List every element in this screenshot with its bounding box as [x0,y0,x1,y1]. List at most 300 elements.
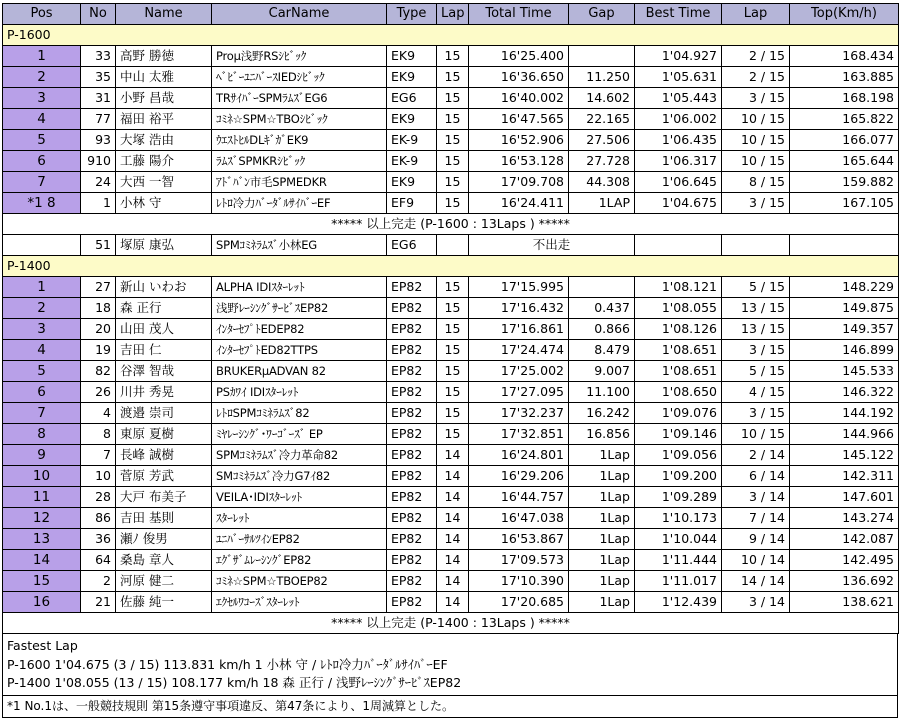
position-cell: 2 [3,67,81,88]
table-row [3,550,899,571]
best-lap-cell: 3 / 15 [722,88,790,109]
top-speed-cell: 142.495 [790,550,899,571]
top-speed-cell: 145.533 [790,361,899,382]
laps-cell: 15 [437,130,469,151]
best-lap-cell: 9 / 14 [722,529,790,550]
laps-cell: 15 [437,277,469,298]
car-number-cell: 7 [81,445,116,466]
top-speed-cell: 143.274 [790,508,899,529]
header-row [3,4,899,25]
best-lap-cell: 2 / 15 [722,67,790,88]
car-type-cell: EG6 [387,235,437,256]
driver-name-cell: 桑島 章人 [116,550,212,571]
table-row [3,130,899,151]
laps-cell: 15 [437,109,469,130]
top-speed-cell: 163.885 [790,67,899,88]
car-number-cell: 28 [81,487,116,508]
laps-cell: 15 [437,151,469,172]
table-row [3,67,899,88]
table-row [3,403,899,424]
best-lap-cell: 5 / 15 [722,277,790,298]
car-number-cell: 20 [81,319,116,340]
car-name-cell: SPMｺﾐﾈﾗﾑｽﾞ小林EG [212,235,387,256]
position-cell: 1 [3,277,81,298]
car-name-cell: BRUKERμADVAN 82 [212,361,387,382]
laps-cell: 15 [437,340,469,361]
class-heading-row [3,25,899,46]
position-cell: 6 [3,151,81,172]
position-cell: 5 [3,130,81,151]
car-number-cell: 4 [81,403,116,424]
column-header: Best Time [635,4,722,25]
dns-row [3,235,899,256]
fastest-lap-p1400: P-1400 1'08.055 (13 / 15) 108.177 km/h 18 森 正行 / 浅野ﾚｰｼﾝｸﾞｻｰﾋﾞｽEP82 [7,675,462,690]
top-speed-cell: 159.882 [790,172,899,193]
gap-cell: 1Lap [569,571,635,592]
gap-cell: 44.308 [569,172,635,193]
top-speed-cell: 147.601 [790,487,899,508]
car-type-cell: EG6 [387,88,437,109]
fastest-lap-p1600: P-1600 1'04.675 (3 / 15) 113.831 km/h 1 小林 守 / ﾚﾄﾛ冷力ﾊﾞｰﾀﾞﾙｻｲﾊﾞｰEF [7,656,448,672]
position-cell: 13 [3,529,81,550]
column-header: Total Time [469,4,569,25]
position-cell: 14 [3,550,81,571]
table-row [3,46,899,67]
total-time-cell: 16'29.206 [469,466,569,487]
best-lap-cell [722,235,790,256]
laps-cell: 15 [437,361,469,382]
car-name-cell: SMｺﾐﾈﾗﾑｽﾞ冷力G7ｲ82 [212,466,387,487]
car-type-cell: EK-9 [387,151,437,172]
car-type-cell: EP82 [387,403,437,424]
top-speed-cell: 166.077 [790,130,899,151]
gap-cell: 1Lap [569,466,635,487]
car-type-cell: EP82 [387,277,437,298]
gap-cell [569,277,635,298]
laps-cell: 14 [437,529,469,550]
car-name-cell: ﾕﾆﾊﾞｰｻﾙﾂｲﾝEP82 [212,529,387,550]
column-header: Pos [3,4,81,25]
car-type-cell: EP82 [387,340,437,361]
best-lap-cell: 3 / 14 [722,592,790,613]
position-cell: 3 [3,319,81,340]
driver-name-cell: 渡邉 崇司 [116,403,212,424]
car-name-cell: ﾍﾞﾋﾞｰﾕﾆﾊﾞｰｽIEDｼﾋﾞｯｸ [212,67,387,88]
best-time-cell: 1'04.675 [635,193,722,214]
car-type-cell: EP82 [387,592,437,613]
car-type-cell: EP82 [387,424,437,445]
driver-name-cell: 大西 一智 [116,172,212,193]
driver-name-cell: 吉田 基則 [116,508,212,529]
best-lap-cell: 3 / 15 [722,340,790,361]
table-row [3,592,899,613]
best-time-cell: 1'12.439 [635,592,722,613]
top-speed-cell: 165.644 [790,151,899,172]
total-time-cell: 17'27.095 [469,382,569,403]
driver-name-cell: 大塚 浩由 [116,130,212,151]
position-cell: 9 [3,445,81,466]
laps-cell: 14 [437,445,469,466]
footer [2,634,898,718]
best-time-cell: 1'06.317 [635,151,722,172]
position-cell: 3 [3,88,81,109]
car-number-cell: 24 [81,172,116,193]
column-header: Top(Km/h) [790,4,899,25]
best-time-cell: 1'11.017 [635,571,722,592]
best-time-cell: 1'04.927 [635,46,722,67]
best-lap-cell: 6 / 14 [722,466,790,487]
total-time-cell: 16'24.411 [469,193,569,214]
laps-cell: 15 [437,382,469,403]
best-lap-cell: 2 / 14 [722,445,790,466]
car-name-cell: ｲﾝﾀｰｾﾌﾟﾄED82TTPS [212,340,387,361]
top-speed-cell: 142.311 [790,466,899,487]
best-lap-cell: 8 / 15 [722,172,790,193]
car-name-cell: ﾚﾄﾛSPMｺﾐﾈﾗﾑｽﾞ82 [212,403,387,424]
gap-cell: 1Lap [569,508,635,529]
table-row [3,319,899,340]
best-time-cell: 1'09.146 [635,424,722,445]
top-speed-cell: 165.822 [790,109,899,130]
position-cell: 7 [3,172,81,193]
finish-line-row [3,214,899,235]
best-lap-cell: 3 / 15 [722,403,790,424]
penalty-note: *1 No.1は、一般競技規則 第15条遵守事項違反、第47条により、1周減算とした。 [3,695,897,716]
car-name-cell: ｱﾄﾞﾊﾞﾝ市毛SPMEDKR [212,172,387,193]
best-time-cell: 1'09.289 [635,487,722,508]
best-lap-cell: 10 / 15 [722,424,790,445]
laps-cell: 14 [437,592,469,613]
driver-name-cell: 工藤 陽介 [116,151,212,172]
column-header: Name [116,4,212,25]
top-speed-cell: 149.875 [790,298,899,319]
car-number-cell: 8 [81,424,116,445]
class-heading: P-1600 [3,25,899,46]
total-time-cell: 16'40.002 [469,88,569,109]
best-time-cell: 1'05.443 [635,88,722,109]
best-lap-cell: 10 / 15 [722,109,790,130]
car-number-cell: 26 [81,382,116,403]
gap-cell: 14.602 [569,88,635,109]
position-cell: 6 [3,382,81,403]
table-row [3,193,899,214]
car-type-cell: EP82 [387,529,437,550]
gap-cell: 0.866 [569,319,635,340]
best-time-cell: 1'09.056 [635,445,722,466]
position-cell: 4 [3,109,81,130]
car-name-cell: PSｶﾜｲ IDIｽﾀｰﾚｯﾄ [212,382,387,403]
car-type-cell: EP82 [387,361,437,382]
car-name-cell: ｺﾐﾈ☆SPM☆TBOｼﾋﾞｯｸ [212,109,387,130]
column-header: Gap [569,4,635,25]
car-number-cell: 31 [81,88,116,109]
fastest-lap-title: Fastest Lap [7,638,78,653]
laps-cell: 15 [437,67,469,88]
driver-name-cell: 塚原 康弘 [116,235,212,256]
driver-name-cell: 中山 太雅 [116,67,212,88]
car-name-cell: ｺﾐﾈ☆SPM☆TBOEP82 [212,571,387,592]
best-lap-cell: 14 / 14 [722,571,790,592]
table-row [3,88,899,109]
top-speed-cell: 145.122 [790,445,899,466]
laps-cell: 15 [437,298,469,319]
table-row [3,508,899,529]
driver-name-cell: 吉田 仁 [116,340,212,361]
driver-name-cell: 福田 裕平 [116,109,212,130]
driver-name-cell: 高野 勝徳 [116,46,212,67]
car-number-cell: 27 [81,277,116,298]
total-time-cell: 16'47.038 [469,508,569,529]
top-speed-cell: 149.357 [790,319,899,340]
total-time-cell: 17'09.573 [469,550,569,571]
table-row [3,361,899,382]
best-time-cell: 1'05.631 [635,67,722,88]
class-heading: P-1400 [3,256,899,277]
top-speed-cell: 146.899 [790,340,899,361]
driver-name-cell: 新山 いわお [116,277,212,298]
car-name-cell: ｲﾝﾀｰｾﾌﾟﾄEDEP82 [212,319,387,340]
laps-cell: 14 [437,508,469,529]
car-type-cell: EP82 [387,319,437,340]
top-speed-cell: 167.105 [790,193,899,214]
table-row [3,298,899,319]
car-type-cell: EF9 [387,193,437,214]
laps-cell: 15 [437,172,469,193]
total-time-cell: 16'24.801 [469,445,569,466]
car-number-cell: 33 [81,46,116,67]
total-time-cell: 17'09.708 [469,172,569,193]
results-sheet [2,3,898,718]
car-number-cell: 19 [81,340,116,361]
best-time-cell: 1'08.055 [635,298,722,319]
position-cell: 1 [3,46,81,67]
total-time-cell: 17'16.861 [469,319,569,340]
laps-cell: 15 [437,46,469,67]
total-time-cell: 17'16.432 [469,298,569,319]
driver-name-cell: 森 正行 [116,298,212,319]
position-cell: 8 [3,424,81,445]
gap-cell: 1LAP [569,193,635,214]
driver-name-cell: 河原 健二 [116,571,212,592]
position-cell: 16 [3,592,81,613]
car-name-cell: ｴｸﾞｻﾞﾑﾚｰｼﾝｸﾞEP82 [212,550,387,571]
table-row [3,445,899,466]
table-row [3,424,899,445]
column-header: No [81,4,116,25]
car-number-cell: 1 [81,193,116,214]
gap-cell: 9.007 [569,361,635,382]
best-time-cell: 1'08.121 [635,277,722,298]
total-time-cell: 16'52.906 [469,130,569,151]
position-cell: 5 [3,361,81,382]
car-name-cell: ｳｴｽﾄﾋﾙDLｷﾞｶﾞEK9 [212,130,387,151]
laps-cell: 14 [437,571,469,592]
total-time-cell: 17'32.851 [469,424,569,445]
gap-cell: 1Lap [569,592,635,613]
top-speed-cell: 168.198 [790,88,899,109]
car-type-cell: EK-9 [387,130,437,151]
car-name-cell: 浅野ﾚｰｼﾝｸﾞｻｰﾋﾞｽEP82 [212,298,387,319]
driver-name-cell: 谷澤 智哉 [116,361,212,382]
top-speed-cell: 136.692 [790,571,899,592]
gap-cell [569,46,635,67]
position-cell: 15 [3,571,81,592]
laps-cell: 15 [437,424,469,445]
car-number-cell: 35 [81,67,116,88]
laps-cell: 15 [437,319,469,340]
car-number-cell: 2 [81,571,116,592]
gap-cell: 1Lap [569,550,635,571]
top-speed-cell: 144.966 [790,424,899,445]
car-number-cell: 18 [81,298,116,319]
car-name-cell: ﾗﾑｽﾞSPMKRｼﾋﾞｯｸ [212,151,387,172]
table-row [3,529,899,550]
laps-cell: 15 [437,193,469,214]
car-number-cell: 10 [81,466,116,487]
gap-cell: 0.437 [569,298,635,319]
total-time-cell: 17'10.390 [469,571,569,592]
table-row [3,571,899,592]
driver-name-cell: 菅原 芳武 [116,466,212,487]
gap-cell: 27.506 [569,130,635,151]
best-time-cell: 1'10.173 [635,508,722,529]
best-lap-cell: 13 / 15 [722,298,790,319]
driver-name-cell: 瀬ﾉ 俊男 [116,529,212,550]
best-time-cell: 1'08.651 [635,361,722,382]
laps-cell [437,235,469,256]
table-row [3,109,899,130]
car-type-cell: EK9 [387,172,437,193]
car-name-cell: ｴｸｾﾙﾜｺｰｽﾞｽﾀｰﾚｯﾄ [212,592,387,613]
car-number-cell: 51 [81,235,116,256]
car-name-cell: TRｻｲﾊﾞｰSPMﾗﾑｽﾞEG6 [212,88,387,109]
results-body [3,25,899,634]
car-type-cell: EK9 [387,67,437,88]
best-time-cell: 1'08.651 [635,340,722,361]
table-row [3,172,899,193]
car-number-cell: 36 [81,529,116,550]
driver-name-cell: 佐藤 純一 [116,592,212,613]
driver-name-cell: 東原 夏樹 [116,424,212,445]
driver-name-cell: 長峰 誠樹 [116,445,212,466]
best-time-cell: 1'06.002 [635,109,722,130]
car-type-cell: EK9 [387,46,437,67]
top-speed-cell: 138.621 [790,592,899,613]
gap-cell: 8.479 [569,340,635,361]
best-lap-cell: 4 / 15 [722,382,790,403]
best-lap-cell: 3 / 14 [722,487,790,508]
table-row [3,466,899,487]
car-type-cell: EP82 [387,550,437,571]
total-time-cell: 16'25.400 [469,46,569,67]
top-speed-cell: 148.229 [790,277,899,298]
position-cell: 2 [3,298,81,319]
gap-cell: 11.250 [569,67,635,88]
column-header: Lap [722,4,790,25]
best-time-cell: 1'06.435 [635,130,722,151]
car-number-cell: 93 [81,130,116,151]
gap-cell: 1Lap [569,487,635,508]
driver-name-cell: 小野 昌哉 [116,88,212,109]
class-heading-row [3,256,899,277]
car-number-cell: 64 [81,550,116,571]
car-name-cell: Proμ浅野RSｼﾋﾞｯｸ [212,46,387,67]
laps-cell: 14 [437,466,469,487]
position-cell: 7 [3,403,81,424]
finish-line-row [3,613,899,634]
finish-line: ***** 以上完走 (P-1400 : 13Laps ) ***** [3,613,899,634]
total-time-cell: 17'20.685 [469,592,569,613]
table-row [3,340,899,361]
gap-cell: 16.856 [569,424,635,445]
table-row [3,277,899,298]
best-time-cell: 1'08.126 [635,319,722,340]
top-speed-cell: 142.087 [790,529,899,550]
top-speed-cell: 146.322 [790,382,899,403]
position-cell [3,235,81,256]
car-number-cell: 77 [81,109,116,130]
position-cell: 10 [3,466,81,487]
best-lap-cell: 7 / 14 [722,508,790,529]
gap-cell: 16.242 [569,403,635,424]
results-table [2,3,899,634]
gap-cell: 1Lap [569,529,635,550]
laps-cell: 15 [437,403,469,424]
top-speed-cell: 168.434 [790,46,899,67]
total-time-cell: 16'36.650 [469,67,569,88]
column-header: Type [387,4,437,25]
car-number-cell: 910 [81,151,116,172]
laps-cell: 14 [437,487,469,508]
car-name-cell: ｽﾀｰﾚｯﾄ [212,508,387,529]
column-header: CarName [212,4,387,25]
car-type-cell: EP82 [387,508,437,529]
car-type-cell: EP82 [387,571,437,592]
car-name-cell: VEILA･IDIｽﾀｰﾚｯﾄ [212,487,387,508]
total-time-cell: 16'47.565 [469,109,569,130]
best-time-cell: 1'10.044 [635,529,722,550]
top-speed-cell: 144.192 [790,403,899,424]
table-row [3,151,899,172]
laps-cell: 15 [437,88,469,109]
position-cell: 12 [3,508,81,529]
total-time-cell: 16'53.867 [469,529,569,550]
car-number-cell: 86 [81,508,116,529]
gap-cell: 22.165 [569,109,635,130]
car-number-cell: 82 [81,361,116,382]
best-time-cell: 1'09.076 [635,403,722,424]
car-type-cell: EP82 [387,466,437,487]
table-row [3,382,899,403]
total-time-cell: 17'24.474 [469,340,569,361]
best-lap-cell: 3 / 15 [722,193,790,214]
gap-cell: 11.100 [569,382,635,403]
car-name-cell: ﾚﾄﾛ冷力ﾊﾞｰﾀﾞﾙｻｲﾊﾞｰEF [212,193,387,214]
best-time-cell: 1'08.650 [635,382,722,403]
table-row [3,487,899,508]
car-number-cell: 21 [81,592,116,613]
driver-name-cell: 川井 秀晃 [116,382,212,403]
laps-cell: 14 [437,550,469,571]
driver-name-cell: 小林 守 [116,193,212,214]
position-cell: *1 8 [3,193,81,214]
best-lap-cell: 10 / 15 [722,130,790,151]
driver-name-cell: 大戸 布美子 [116,487,212,508]
car-name-cell: ALPHA IDIｽﾀｰﾚｯﾄ [212,277,387,298]
finish-line: ***** 以上完走 (P-1600 : 13Laps ) ***** [3,214,899,235]
best-time-cell: 1'09.200 [635,466,722,487]
total-time-cell: 17'25.002 [469,361,569,382]
